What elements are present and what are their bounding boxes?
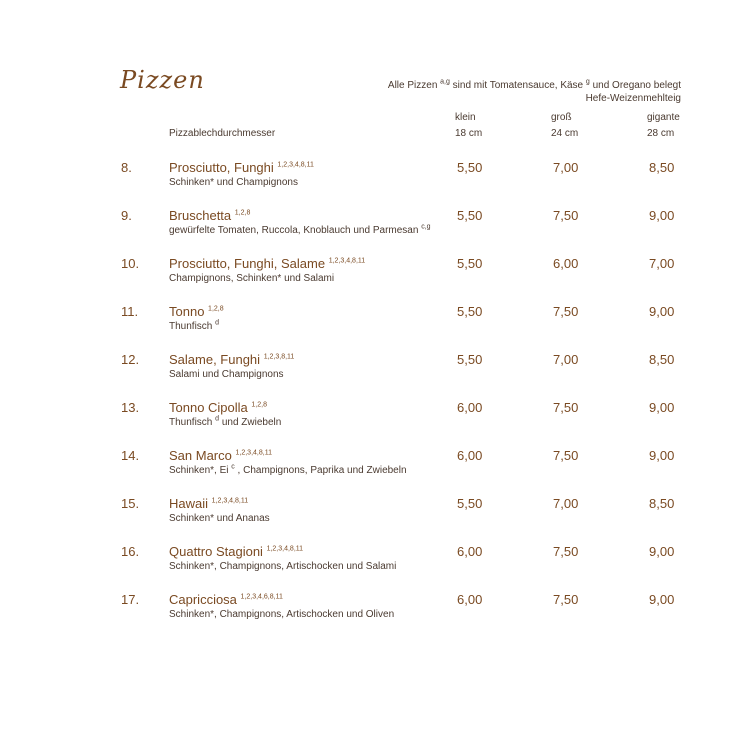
item-description	[169, 225, 431, 236]
menu-item	[0, 496, 755, 536]
item-allergens: 1,2,3,4,8,11	[277, 161, 314, 169]
item-description	[169, 561, 396, 572]
size-name-gross: groß	[551, 112, 572, 123]
item-allergens: 1,2,3,8,11	[263, 353, 295, 361]
price-gigante: 9,00	[649, 400, 675, 415]
item-number: 10.	[121, 256, 140, 271]
item-number: 13.	[121, 400, 140, 415]
menu-item	[0, 256, 755, 296]
item-description-text: gewürfelte Tomaten, Ruccola, Knoblauch und Parmesan	[169, 225, 419, 236]
item-number: 12.	[121, 352, 140, 367]
item-description-text: Schinken* und Ananas	[169, 513, 270, 524]
item-number: 15.	[121, 496, 140, 511]
item-description-text: Schinken*, Champignons, Artischocken und Oliven	[169, 609, 395, 620]
item-description	[169, 273, 334, 284]
item-description-text: Thunfisch	[169, 321, 213, 332]
price-klein: 6,00	[457, 544, 483, 559]
menu-item	[0, 352, 755, 392]
item-description-text: Salami und Champignons	[169, 369, 284, 380]
item-allergens: 1,2,3,4,8,11	[211, 497, 249, 505]
item-description	[169, 321, 219, 332]
item-name	[169, 544, 303, 559]
note-text-2: sind mit Tomatensauce, Käse	[452, 80, 584, 91]
item-description	[169, 177, 298, 188]
item-name-text: Bruschetta	[169, 208, 232, 223]
price-gross: 7,00	[553, 160, 579, 175]
item-number: 14.	[121, 448, 140, 463]
item-number: 11.	[121, 304, 139, 319]
item-allergens: 1,2,3,4,6,8,11	[240, 593, 283, 601]
note-text-3: und Oregano belegt	[592, 80, 681, 91]
item-description	[169, 369, 284, 380]
item-name	[169, 304, 224, 319]
item-description-allergens: d	[215, 319, 220, 327]
price-klein: 6,00	[457, 448, 483, 463]
item-name-text: Tonno	[169, 304, 205, 319]
price-klein: 5,50	[457, 304, 483, 319]
item-description-text: Schinken*, Ei	[169, 465, 229, 476]
price-gross: 7,50	[553, 448, 579, 463]
item-name-text: San Marco	[169, 448, 232, 463]
price-gigante: 7,00	[649, 256, 675, 271]
price-klein: 5,50	[457, 208, 483, 223]
item-number: 9.	[121, 208, 132, 223]
item-allergens: 1,2,3,4,8,11	[328, 257, 366, 265]
price-klein: 5,50	[457, 160, 483, 175]
price-gross: 7,50	[553, 592, 579, 607]
item-description	[169, 417, 281, 428]
item-description-text: Thunfisch	[169, 417, 213, 428]
size-name-gigante: gigante	[647, 112, 680, 123]
item-name	[169, 208, 250, 223]
note-allergen-1: a,g	[440, 78, 450, 86]
menu-item	[0, 544, 755, 584]
base-note	[388, 79, 681, 105]
note-text-1: Alle Pizzen	[387, 80, 438, 91]
price-gigante: 9,00	[649, 208, 675, 223]
size-label: Pizzablechdurchmesser	[169, 128, 276, 139]
item-name	[169, 592, 283, 607]
price-gross: 7,50	[553, 400, 579, 415]
menu-item	[0, 448, 755, 488]
item-description-rest: und Zwiebeln	[221, 417, 282, 428]
price-gigante: 8,50	[649, 496, 675, 511]
item-name-text: Capricciosa	[169, 592, 237, 607]
item-description-text: Champignons, Schinken* und Salami	[169, 273, 335, 284]
item-name	[169, 256, 365, 271]
price-klein: 5,50	[457, 352, 483, 367]
item-description	[169, 465, 407, 476]
item-description-text: Schinken* und Champignons	[169, 177, 298, 188]
item-allergens: 1,2,8	[234, 209, 251, 217]
item-number: 8.	[121, 160, 132, 175]
menu-item	[0, 304, 755, 344]
item-name	[169, 448, 272, 463]
price-klein: 5,50	[457, 256, 483, 271]
size-name-klein: klein	[455, 112, 476, 123]
dough-note: Hefe-Weizenmehlteig	[585, 93, 681, 104]
item-description-rest: , Champignons, Paprika und Zwiebeln	[237, 465, 407, 476]
price-gross: 6,00	[553, 256, 579, 271]
price-gigante: 9,00	[649, 304, 675, 319]
item-number: 16.	[121, 544, 140, 559]
size-diameter-gross: 24 cm	[551, 128, 579, 139]
item-description-allergens: c,g	[421, 223, 431, 231]
item-description	[169, 513, 270, 524]
item-description-allergens: c	[231, 463, 235, 471]
size-diameter-gigante: 28 cm	[647, 128, 675, 139]
price-klein: 6,00	[457, 400, 483, 415]
item-name-text: Quattro Stagioni	[169, 544, 263, 559]
price-gross: 7,00	[553, 496, 579, 511]
base-note-line1	[388, 79, 681, 92]
menu-item	[0, 160, 755, 200]
price-gigante: 8,50	[649, 160, 675, 175]
page-title: Pizzen	[120, 66, 205, 94]
item-name	[169, 496, 248, 511]
item-name	[169, 352, 294, 367]
item-description	[169, 609, 394, 620]
item-name-text: Hawaii	[169, 496, 209, 511]
size-diameter-klein: 18 cm	[455, 128, 483, 139]
menu-item	[0, 400, 755, 440]
price-gross: 7,00	[553, 352, 579, 367]
item-allergens: 1,2,3,4,8,11	[235, 449, 272, 457]
item-name	[169, 400, 267, 415]
price-klein: 5,50	[457, 496, 483, 511]
item-description-text: Schinken*, Champignons, Artischocken und Salami	[169, 561, 397, 572]
item-name-text: Prosciutto, Funghi, Salame	[169, 256, 326, 271]
item-name-text: Prosciutto, Funghi	[169, 160, 274, 175]
item-name	[169, 160, 314, 175]
price-gross: 7,50	[553, 304, 579, 319]
menu-item	[0, 208, 755, 248]
item-description-allergens: d	[215, 415, 220, 423]
item-name-text: Tonno Cipolla	[169, 400, 248, 415]
price-gigante: 9,00	[649, 544, 675, 559]
price-gigante: 9,00	[649, 592, 675, 607]
price-gross: 7,50	[553, 544, 579, 559]
item-allergens: 1,2,3,4,8,11	[266, 545, 304, 553]
menu-item	[0, 592, 755, 632]
price-gigante: 8,50	[649, 352, 675, 367]
price-klein: 6,00	[457, 592, 483, 607]
price-gigante: 9,00	[649, 448, 675, 463]
note-allergen-2: g	[585, 78, 590, 86]
item-allergens: 1,2,8	[208, 305, 224, 313]
price-gross: 7,50	[553, 208, 579, 223]
item-allergens: 1,2,8	[251, 401, 267, 409]
item-number: 17.	[121, 592, 140, 607]
item-name-text: Salame, Funghi	[169, 352, 261, 367]
